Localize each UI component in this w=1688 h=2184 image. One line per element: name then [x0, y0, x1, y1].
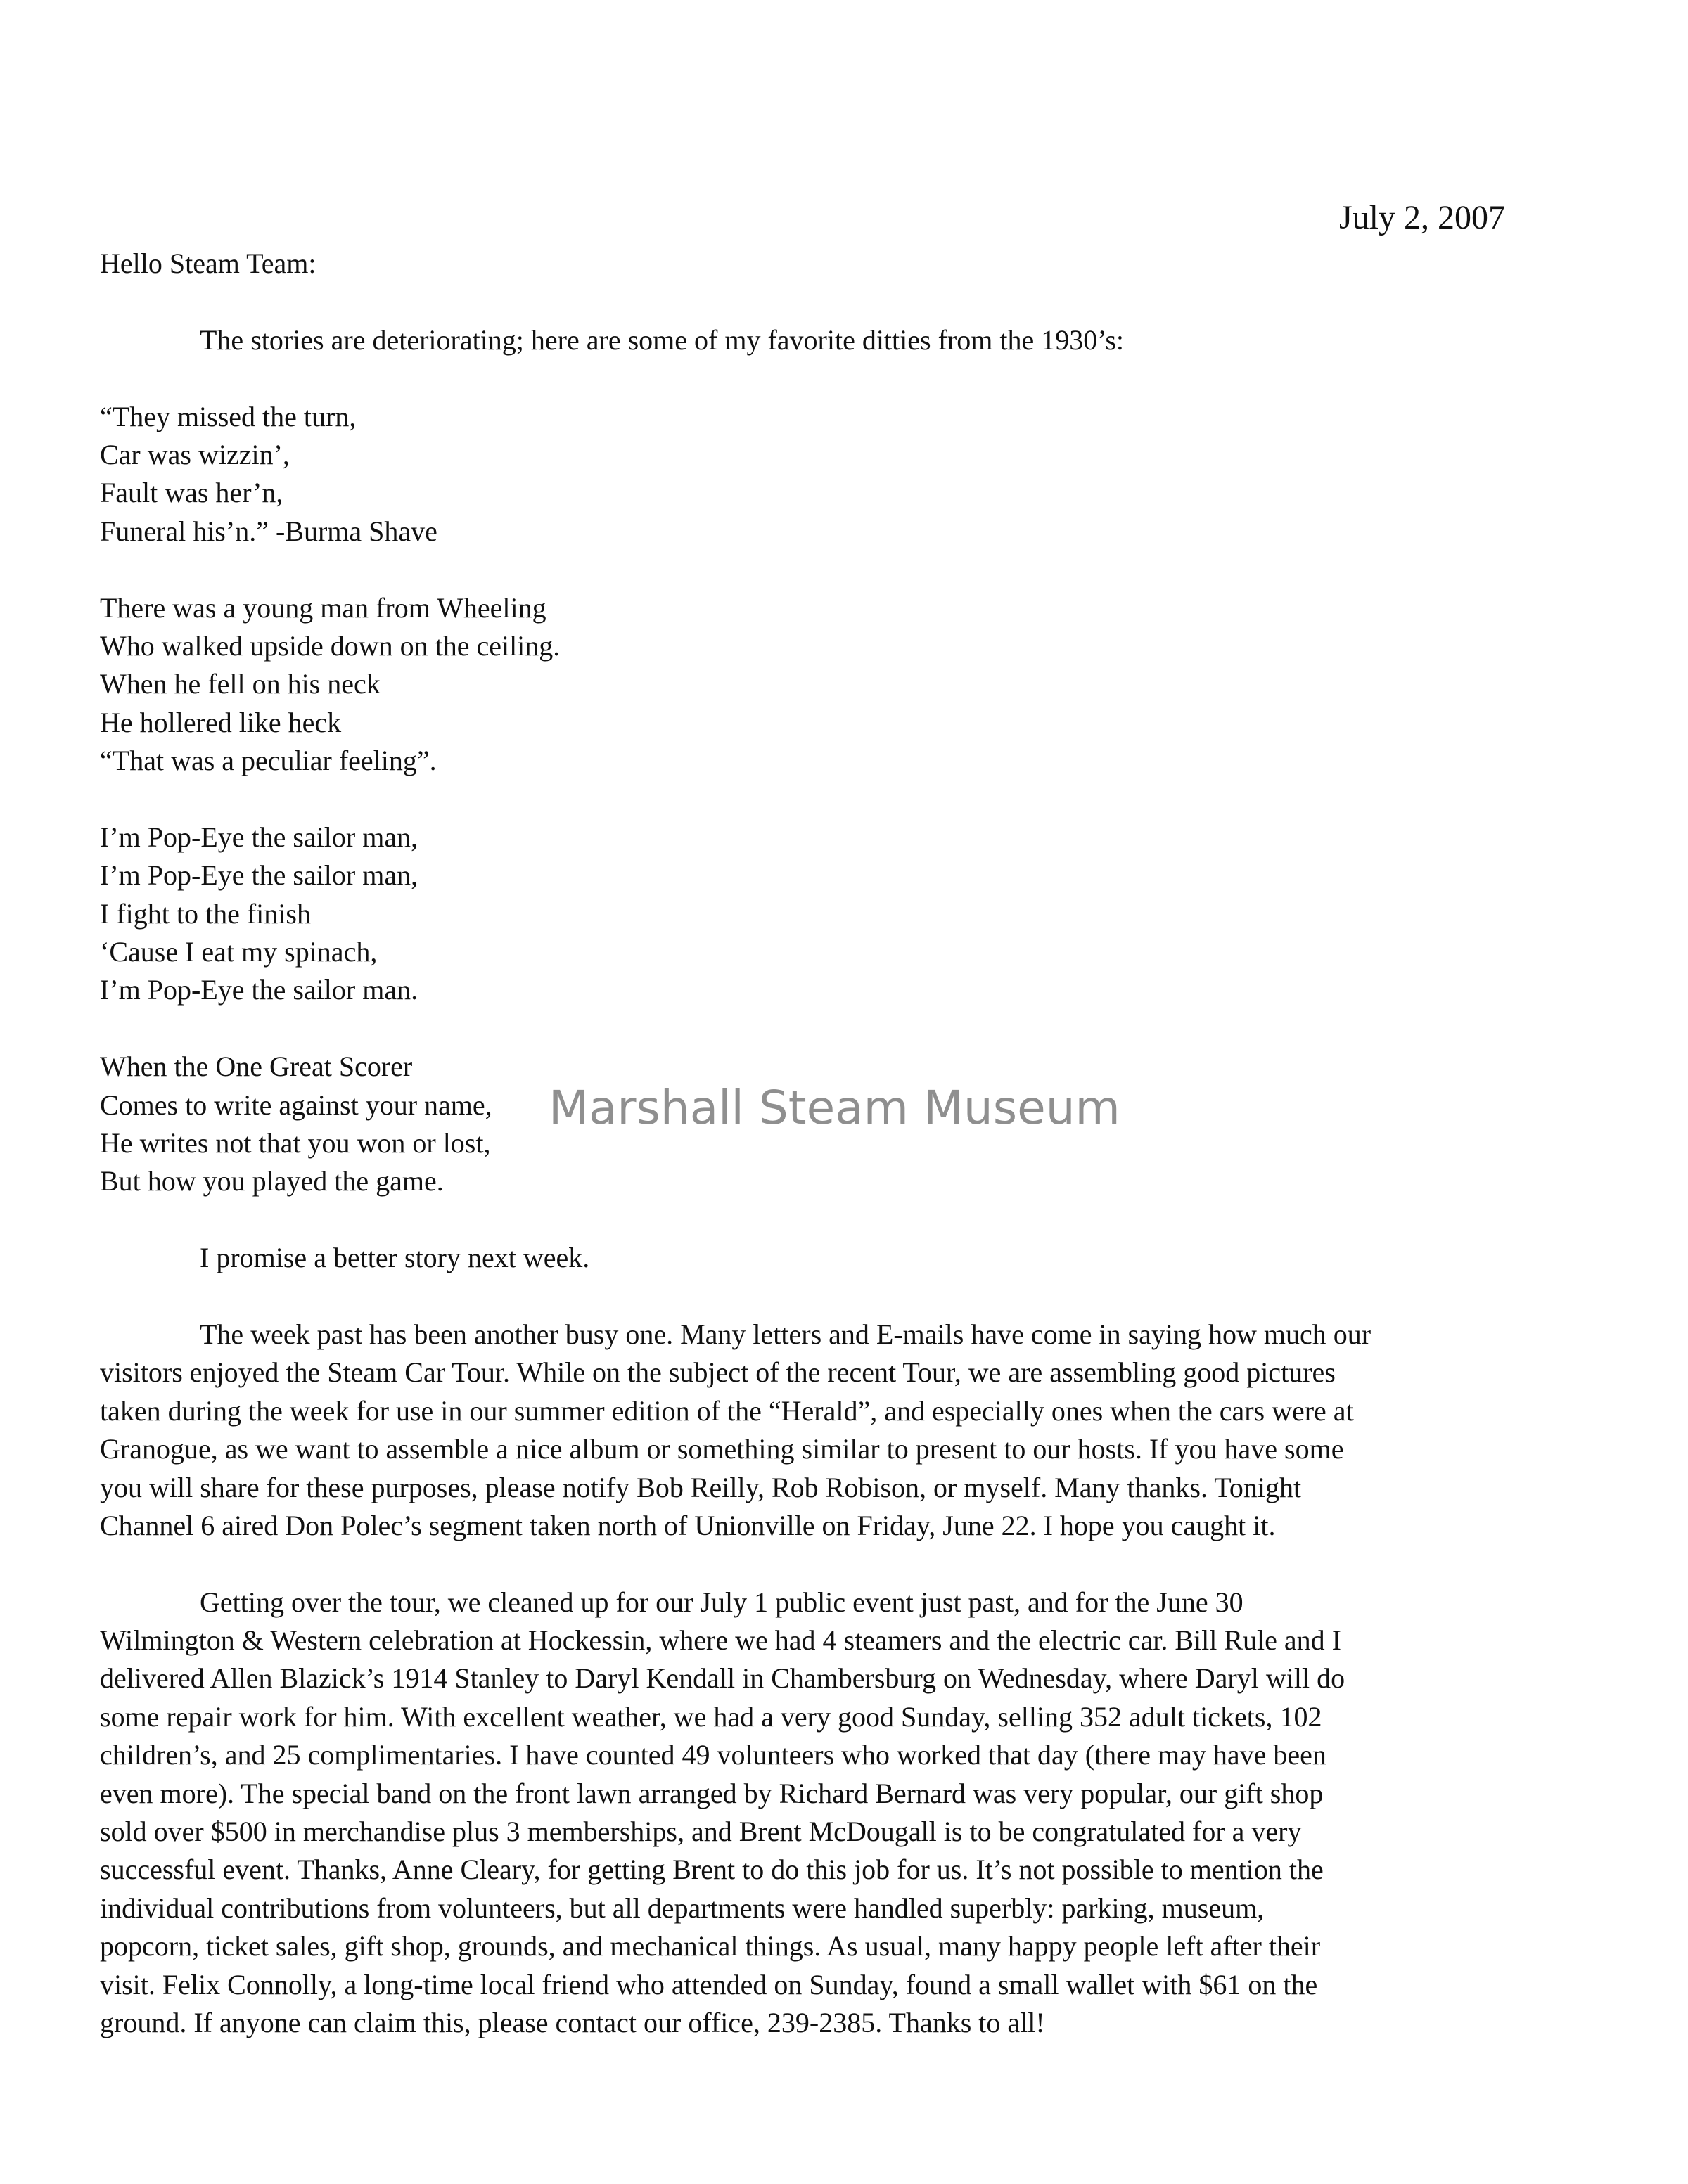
- poem-line: ‘Cause I eat my spinach,: [100, 936, 378, 968]
- intro-line: The stories are deteriorating; here are some of my favorite ditties from the 1930’s:: [200, 323, 1125, 356]
- paragraph-line: even more). The special band on the front lawn arranged by Richard Bernard was very popular, our gift shop: [100, 1777, 1324, 1809]
- poem-line: Fault was her’n,: [100, 477, 283, 509]
- paragraph-line: successful event. Thanks, Anne Cleary, for getting Brent to do this job for us. It’s not possible to mention the: [100, 1854, 1324, 1886]
- paragraph-line: delivered Allen Blazick’s 1914 Stanley to Daryl Kendall in Chambersburg on Wednesday, where Daryl will do: [100, 1662, 1345, 1695]
- poem-line: “They missed the turn,: [100, 400, 357, 432]
- letter-date: July 2, 2007: [1338, 199, 1505, 236]
- paragraph-tour-pictures: [100, 1316, 1605, 1545]
- paragraph-line: popcorn, ticket sales, gift shop, grounds, and mechanical things. As usual, many happy people left after their: [100, 1930, 1321, 1963]
- poem-wheeling: [100, 589, 1605, 781]
- promise-line: I promise a better story next week.: [200, 1242, 590, 1274]
- paragraph-line: visitors enjoyed the Steam Car Tour. While on the subject of the recent Tour, we are assembling good pictures: [100, 1356, 1336, 1389]
- paragraph-public-event: [100, 1584, 1605, 2043]
- paragraph-line: sold over $500 in merchandise plus 3 memberships, and Brent McDougall is to be congratulated for a very: [100, 1816, 1302, 1848]
- paragraph-line: The week past has been another busy one. Many letters and E-mails have come in saying how much our: [200, 1318, 1372, 1350]
- poem-line: When he fell on his neck: [100, 668, 381, 700]
- paragraph-line: Wilmington & Western celebration at Hockessin, where we had 4 steamers and the electric car. Bill Rule and I: [100, 1624, 1341, 1657]
- paragraph-line: some repair work for him. With excellent weather, we had a very good Sunday, selling 352 adult tickets, 102: [100, 1700, 1322, 1733]
- poem-line: Comes to write against your name,: [100, 1088, 492, 1121]
- poem-line: I’m Pop-Eye the sailor man.: [100, 974, 418, 1006]
- poem-line: There was a young man from Wheeling: [100, 591, 546, 624]
- salutation: Hello Steam Team:: [100, 248, 316, 279]
- poem-line: “That was a peculiar feeling”.: [100, 745, 437, 777]
- poem-line: He writes not that you won or lost,: [100, 1126, 491, 1159]
- poem-popeye: [100, 818, 1605, 1010]
- paragraph-line: Getting over the tour, we cleaned up for our July 1 public event just past, and for the June 30: [200, 1586, 1243, 1618]
- poem-line: He hollered like heck: [100, 706, 342, 738]
- paragraph-line: Granogue, as we want to assemble a nice album or something similar to present to our hosts. If you have some: [100, 1433, 1344, 1465]
- paragraph-line: you will share for these purposes, please notify Bob Reilly, Rob Robison, or myself. Many thanks. Tonight: [100, 1471, 1302, 1503]
- paragraph-line: ground. If anyone can claim this, please contact our office, 239-2385. Thanks to all!: [100, 2006, 1045, 2038]
- poem-burma-shave: [100, 398, 1605, 551]
- poem-line: But how you played the game.: [100, 1165, 444, 1197]
- poem-line: I’m Pop-Eye the sailor man,: [100, 859, 418, 892]
- poem-line: Car was wizzin’,: [100, 438, 290, 470]
- poem-line: When the One Great Scorer: [100, 1051, 413, 1083]
- paragraph-line: visit. Felix Connolly, a long-time local friend who attended on Sunday, found a small wallet with $61 on the: [100, 1968, 1318, 2000]
- poem-line: I fight to the finish: [100, 897, 311, 930]
- museum-watermark: Marshall Steam Museum: [549, 1081, 1120, 1135]
- poem-line: I’m Pop-Eye the sailor man,: [100, 821, 418, 853]
- poem-line: Who walked upside down on the ceiling.: [100, 629, 561, 662]
- letter-body: [100, 245, 1605, 2042]
- paragraph-line: children’s, and 25 complimentaries. I have counted 49 volunteers who worked that day (there may have been: [100, 1739, 1326, 1771]
- poem-line: Funeral his’n.” -Burma Shave: [100, 515, 437, 547]
- paragraph-line: Channel 6 aired Don Polec’s segment taken north of Unionville on Friday, June 22. I hope you caught it.: [100, 1509, 1276, 1541]
- paragraph-line: taken during the week for use in our summer edition of the “Herald”, and especially ones when the cars were at: [100, 1394, 1354, 1427]
- paragraph-line: individual contributions from volunteers, but all departments were handled superbly: parking, museum,: [100, 1891, 1265, 1924]
